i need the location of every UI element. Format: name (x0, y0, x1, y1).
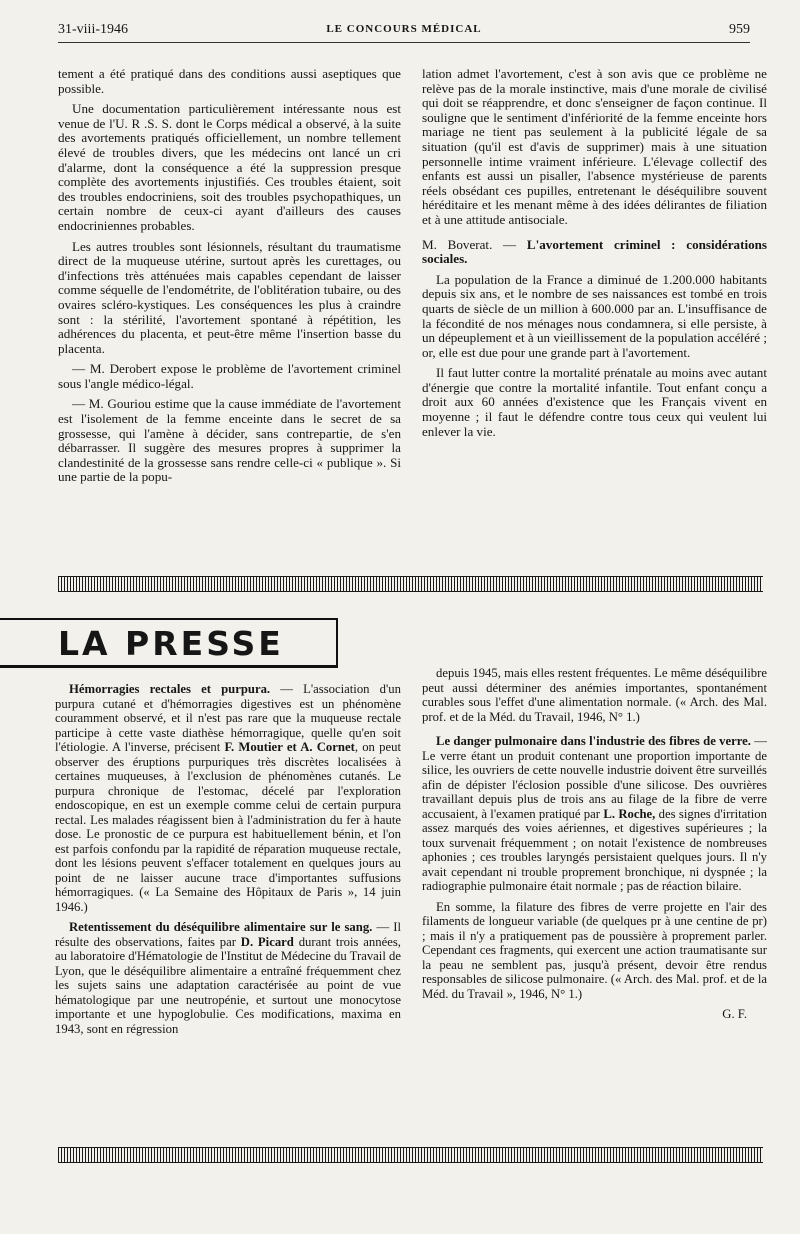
press-article (55, 682, 401, 914)
article-text: — Il résulte des observations, faites par (55, 920, 401, 949)
paragraph: En somme, la filature des fibres de verre projette en l'air des filaments de longueur variable (de quelques pr à une centine de pr) ; mais il n'y a pratiquement pas de poussière à proprement parler. Cependant ces fragments, qui exercent une action traumatisante sur la peau ne semblent pas, jusqu'à présent, devoir être rendus responsables de silicose pulmonaire. (« Arch. des Mal. prof. et de la Méd. du Travail », 1946, N° 1.) (422, 899, 767, 1001)
decorative-band (58, 576, 763, 592)
header-rule (58, 42, 750, 43)
paragraph: — M. Gouriou estime que la cause immédiate de l'avortement est l'isolement de la femme enceinte dans le secret de sa grossesse, qui l'amène à décider, sans contrepartie, de s'en débarrasser. Il suggère des mesures propres à supprimer la clandestinité de la grossesse sans rendre celle-ci « publique ». Si une partie de la popu- (58, 396, 401, 485)
article-title: Retentissement du déséquilibre alimentaire sur le sang. (69, 920, 373, 934)
paragraph: — M. Derobert expose le problème de l'avortement criminel sous l'angle médico-légal. (58, 361, 401, 391)
paragraph: depuis 1945, mais elles restent fréquentes. Le même déséquilibre peut aussi déterminer des anémies importantes, spontanément curables sous l'effet d'une alimentation normale. (« Arch. des Mal. prof. et de la Méd. du Travail, 1946, N° 1.) (422, 666, 767, 724)
paragraph: La population de la France a diminué de 1.200.000 habitants depuis six ans, et le nombre de ses naissances est tombé en trois quarts de siècle de un million à 600.000 par an. L'insuffisance de la fécondité de nos ménages nous condamnera, si elle persiste, à un dépeuplement et à un vieillissement de la population accéléré ; or, elle est due pour une grande part à l'avortement. (422, 271, 767, 360)
speaker-name: M. Boverat. — (422, 236, 517, 252)
paragraph: Les autres troubles sont lésionnels, résultant du traumatisme direct de la muqueuse utérine, surtout après les curettages, ou d'infections très atténuées mais capables cependant de laisser comme séquelle de l'endométrite, de l'oblitération tubaire, ou des ovaires scléro-kystiques. Les conséquences les plus à craindre sont : la stérilité, l'avortement spontané à répétition, les adhérences du placenta, et peut-être même l'insertion basse du placenta. (58, 238, 401, 356)
article-text: — L'association d'un purpura cutané et d'hémorragies digestives est un phénomène couramment observé, et il n'est pas rare que la muqueuse rectale participe à cette vaste diathèse hémorragique, quelle qu'en soit l'étiologie. A l'inverse, précisent (55, 682, 401, 754)
article-authors: F. Moutier et A. Cornet (224, 740, 355, 754)
paragraph: Une documentation particulièrement intéressante nous est venue de l'U. R .S. S. dont le Corps médical a observé, à la suite des avortements pratiqués officiellement, un nombre tellement élevé de troubles divers, que les médecins ont lancé un cri d'alarme, dont la conséquence a été la suppression presque complète des avortements injustifiés. Ces troubles étaient, soit des troubles endocriniens, soit des troubles psychopathiques, un certain nombre de ceux-ci ayant d'ailleurs des causes endocriniennes probables. (58, 101, 401, 233)
journal-title: LE CONCOURS MÉDICAL (326, 23, 482, 35)
issue-date: 31-viii-1946 (58, 22, 128, 37)
press-left-column (55, 682, 401, 1042)
article-text: , on peut observer des éruptions purpuriques très discrètes localisées à certaines muqueuses, à l'exclusion de phénomènes cutanés. Le purpura chronique de l'estomac, décelé par l'exploration endoscopique, en est un exemple comme celui de certain purpura rectal. Les malades réagissent bien à l'administration du fer à haute dose. Le pronostic de ce purpura est habituellement bénin, et l'on est parfois confondu par la rapidité de réparation muqueuse rectale, dont les lésions peuvent s'effacer totalement en quelques jours au point de ne laisser aucune trace d'importantes suffusions hémorragiques. (« La Semaine des Hôpitaux de Paris », 14 juin 1946.) (55, 740, 401, 914)
paragraph: Il faut lutter contre la mortalité prénatale au moins avec autant d'énergie que contre la mortalité infantile. Tout enfant conçu a droit aux 60 années d'existence que les Français vivent en moyenne ; il faut le défendre contre tous ceux qui veulent lui enlever la vie. (422, 365, 767, 439)
paragraph: tement a été pratiqué dans des conditions aussi aseptiques que possible. (58, 66, 401, 96)
article-title: Le danger pulmonaire dans l'industrie des fibres de verre. (436, 734, 751, 748)
press-right-column (422, 666, 767, 1022)
speech-title: L'avortement criminel : considérations sociales. (422, 236, 768, 267)
section-title: LA PRESSE (58, 624, 284, 663)
article-authors: D. Picard (240, 934, 294, 949)
paragraph: lation admet l'avortement, c'est à son avis que ce problème ne relève pas de la morale instinctive, mais d'une morale de civilisé qui doit se réapprendre, et donc s'enseigner de façon continue. Il souligne que le sentiment d'infériorité de la femme enceinte hors mariage ne tient pas seulement à la publicité légale de sa situation (qu'il est d'avis de supprimer) mais à une situation personnelle intime vraiment inférieure. L'élevage collectif des enfants est aussi un pisaller, l'absence mystérieuse de parents réels obsédant ces pupilles, entretenant le déséquilibre souvent héréditaire et les menant même à des idées délirantes de filiation et à une attitude antisociale. (422, 66, 767, 227)
page-header (58, 22, 750, 44)
article-text: durant trois années, au laboratoire d'Hématologie de l'Institut de Médecine du Travail de Lyon, que le déséquilibre alimentaire a entraîné fréquemment chez les sujets sains une adaptation caractérisée au point de vue hématologique par une neutropénie, et surtout une monocytose importante et une hypoglobulie. Ces modifications, maxima en 1943, sont en régression (55, 934, 401, 1036)
top-right-column (422, 67, 767, 445)
top-left-column (58, 67, 401, 491)
article-authors: L. Roche, (603, 806, 656, 821)
signature: G. F. (722, 1007, 747, 1021)
article-title: Hémorragies rectales et purpura. (69, 682, 271, 696)
page-number: 959 (729, 22, 750, 37)
article-text: des signes d'irritation assez marqués des voies aériennes, et digestives supérieures ; la toux survenait fréquemment ; on notait l'existence de nombreuses aphonies ; ces troubles laryngés persistaient quelques jours. Il n'y avait cependant ni trouble proprement bronchique, ni dyspnée ; la radiographie pulmonaire était normale ; pas de réaction bilaire. (422, 806, 767, 893)
press-article (55, 920, 401, 1036)
decorative-band (58, 1147, 763, 1163)
section-heading (422, 238, 767, 267)
article-text: — Le verre étant un produit contenant une proportion importante de silice, les ouvriers de cette nouvelle industrie doivent être surveillés afin de dépister l'éclosion possible d'une silicose. Des ouvrières travaillant depuis plus de trois ans au filage de la fibre de verre accusaient, à l'examen pratiqué par (422, 734, 767, 821)
press-article (422, 734, 767, 894)
